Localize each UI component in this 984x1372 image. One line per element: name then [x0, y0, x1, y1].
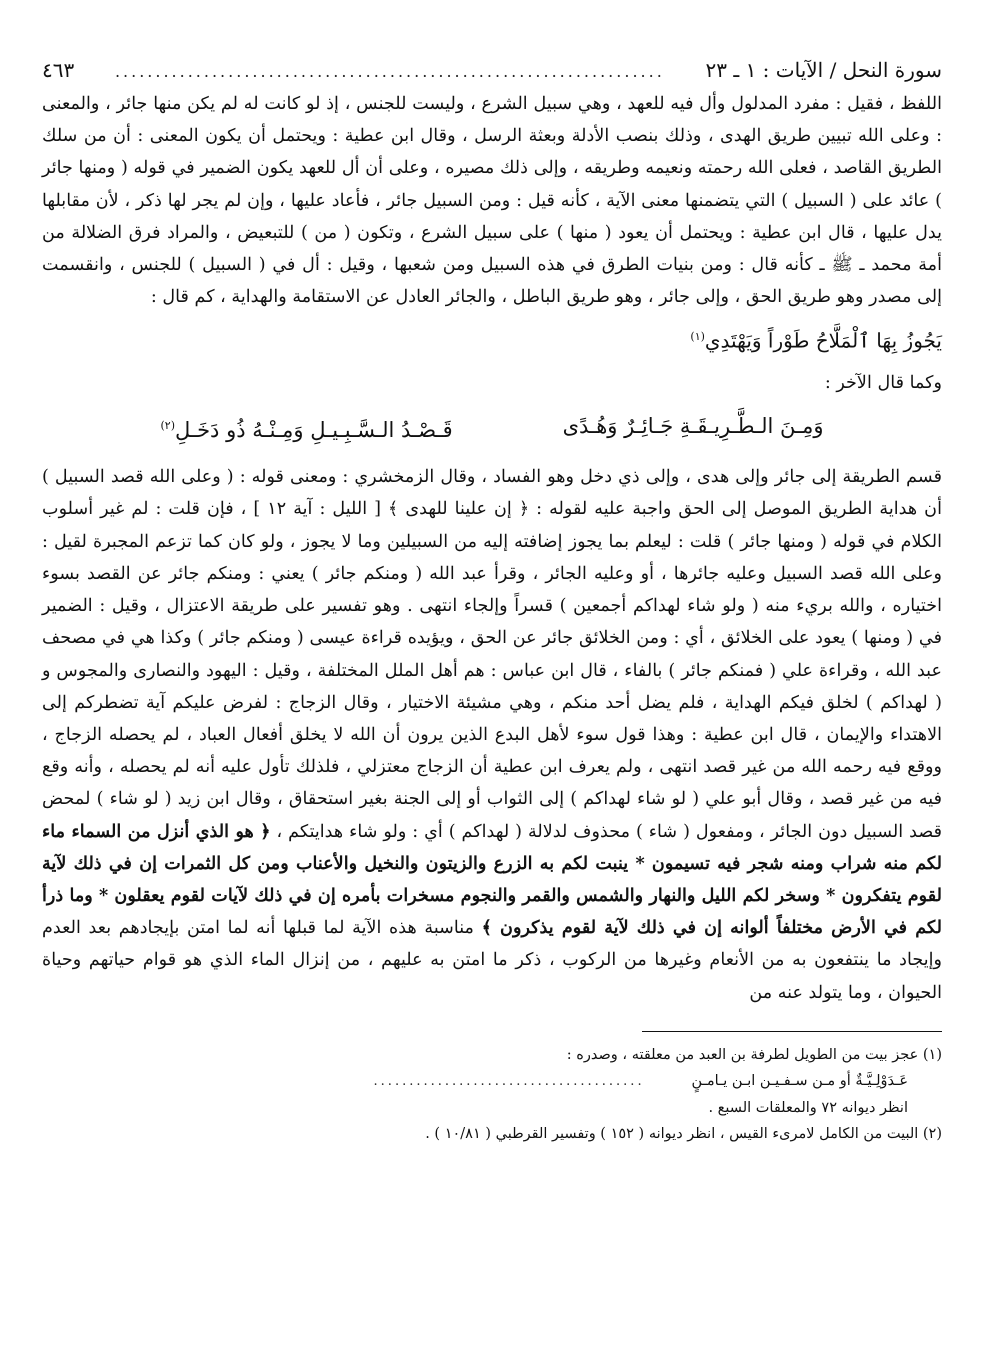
paragraph-3 — [42, 461, 942, 1008]
footnote-1-verse-text: عَـدَوْلِـيَّـةٌ أو مـن سـفـيـن ابـن يـامـنٍ — [691, 1072, 908, 1089]
surah-header-title: سورة النحل / الآيات : ١ ـ ٢٣ — [705, 58, 942, 82]
running-header — [42, 58, 942, 88]
paragraph-2: وكما قال الآخر : — [824, 373, 942, 394]
footnotes — [42, 1042, 942, 1147]
couplet-second-hemistich: قَـصْـدُ الـسَّـبِـيـلِ وَمِـنْـهُ ذُو دَخَـلِ — [175, 418, 453, 443]
page-number: ٤٦٣ — [42, 58, 75, 82]
header-dot-leader: .................................................................... — [114, 62, 665, 81]
footnote-ref-1: (١) — [690, 330, 705, 344]
couplet-first-hemistich: وَمِـنَ الـطَّـرِيـقَـةِ جَـائِـرٌ وَهُـدًى — [562, 414, 824, 439]
verse-1-text: يَجُوزُ بِهَا ٱلْمَلَّاحُ طَوْراً وَيَهْتَدِي — [704, 329, 942, 354]
footnote-2: (٢) البيت من الكامل لامرىء القيس ، انظر ديوانه ( ١٥٢ ) وتفسير القرطبي ( ١٠/٨١ ) . — [425, 1125, 942, 1142]
footnote-1-reference: انظر ديوانه ٧٢ والمعلقات السبع . — [708, 1099, 908, 1116]
main-text — [42, 88, 942, 1009]
quran-verses-bold: ﴿ هو الذي أنزل من السماء ماء لكم منه شراب ومنه شجر فيه تسيمون * ينبت لكم به الزرع والزيتون والنخيل والأعناب ومن كل الثمرات إن في ذلك لآية لقوم يتفكرون * وسخر لكم الليل والنهار والشمس والقمر والنجوم مسخرات بأمره إن في ذلك لآيات لقوم يعقلون * وما ذرأ لكم في الأرض مختلفاً ألوانه إن في ذلك لآية لقوم يذكرون ﴾ — [42, 820, 942, 939]
footnote-ref-2: (٢) — [160, 419, 176, 433]
book-page — [42, 58, 942, 1332]
paragraph-3-text: قسم الطريقة إلى جائر وإلى هدى ، وإلى ذي دخل وهو الفساد ، وقال الزمخشري : ومعنى قوله : ( وعلى الله قصد السبيل ) أن هداية الطريق الموصل إلى الحق واجبة عليه لقوله : ﴿ إن علينا للهدى ﴾ [ الليل : آية ١٢ ] ، فإن قلت : لم غير أسلوب الكلام في قوله ( ومنها جائر ) قلت : ليعلم بما يجوز إضافته إليه من السبيلين وما لا يجوز ، ولو كان كما تزعم المجبرة لقيل : وعلى الله قصد السبيل وعليه جائرها ، أو وعليه الجائر ، وقرأ عبد الله ( ومنكم جائر ) يعني : ومنكم جائر عن القصد بسوء اختياره ، والله بريء منه ( ولو شاء لهداكم أجمعين ) قسراً وإلجاء انتهى . وهو تفسير على طريقة الاعتزال ، وقيل : الضمير في ( ومنها ) يعود على الخلائق ، أي : ومن الخلائق جائر عن الحق ، ويؤيده قراءة عيسى ( ومنكم جائر ) وكذا هي في مصحف عبد الله ، وقراءة علي ( فمنكم جائر ) بالفاء ، قال ابن عباس : هم أهل الملل المختلفة ، وقيل : اليهود والنصارى والمجوس و ( لهداكم ) لخلق فيكم الهداية ، فلم يضل أحد منكم ، وهي مشيئة الاختيار ، وقال الزجاج : لفرض عليكم آية تضطركم إلى الاهتداء والإيمان ، قال ابن عطية : وهذا قول سوء لأهل البدع الذين يرون أن الله لا يخلق أفعال العباد ، لم يحصله الزجاج ، ووقع فيه رحمه الله من غير قصد انتهى ، ولم يعرف ابن عطية أن الزجاج معتزلي ، فلذلك تأول عليه أنه لم يحصله ، وأنه وقع فيه من غير قصد ، وقال أبو علي ( لو شاء لهداكم ) إلى الثواب أو إلى الجنة بغير استحقاق ، وقال ابن زيد ( لو شاء ) لمحض قصد السبيل دون الجائر ، ومفعول ( شاء ) محذوف لدلالة ( لهداكم ) أي : ولو شاء هدايتكم ، — [42, 467, 942, 842]
paragraph-3-tail: مناسبة هذه الآية لما قبلها أنه لما امتن بإيجادهم بعد العدم وإيجاد ما ينتفعون به من الأنعام وغيرها من الركوب ، ذكر ما امتن به عليهم ، من إنزال الماء الذي هو قوام حياتهم وحياة الحيوان ، وما يتولد عنه من — [42, 918, 942, 1003]
footnote-1: (١) عجز بيت من الطويل لطرفة بن العبد من معلقته ، وصدره : — [566, 1046, 942, 1063]
footnote-1-dots: ...................................... — [373, 1073, 645, 1089]
poetry-verse-1 — [42, 317, 942, 361]
footnote-separator — [642, 1031, 942, 1032]
paragraph-1: اللفظ ، فقيل : مفرد المدلول وأل فيه للعهد ، وهي سبيل الشرع ، وليست للجنس ، إذ لو كانت له لم يكن منها جائر ، والمعنى : وعلى الله تبيين طريق الهدى ، وذلك بنصب الأدلة وبعثة الرسل ، وقال ابن عطية : ويحتمل أن يكون المعنى : أن من سلك الطريق القاصد ، فعلى الله رحمته ونعيمه وطريقه ، وإلى ذلك مصيره ، وعلى أن أل للعهد يكون الضمير في قوله ( ومنها جائر ) عائد على ( السبيل ) التي يتضمنها معنى الآية ، كأنه قيل : ومن السبيل جائر ، فأعاد عليها ، وإن لم يجر لها ذكر ، لأن مقابلها يدل عليها ، قال ابن عطية : ويحتمل أن يعود ( منها ) على سبيل الشرع ، وتكون ( من ) للتبعيض ، والمراد فرق الضلالة من أمة محمد ـ ﷺ ـ كأنه قال : ومن بنيات الطرق في هذه السبيل ومن شعبها ، وقيل : أل في ( السبيل ) للجنس ، وانقسمت إلى مصدر وهو طريق الحق ، وإلى جائر ، وهو طريق الباطل ، والجائر العادل عن الاستقامة والهداية ، كم قال : — [42, 94, 942, 308]
couplet-second-hemistich-wrap — [161, 405, 453, 451]
footnote-1-verse — [42, 1068, 942, 1095]
poetry-couplet — [42, 405, 942, 451]
